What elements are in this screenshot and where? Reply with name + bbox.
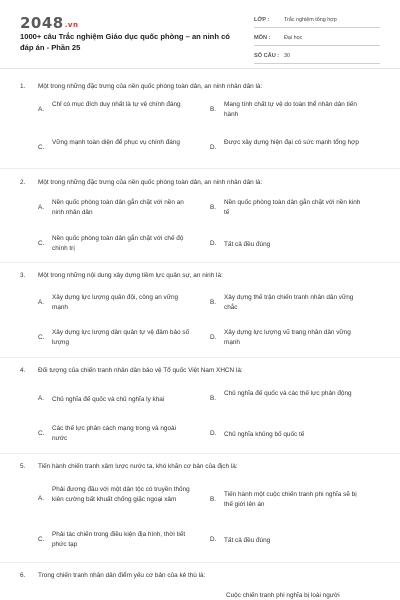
option-letter: C. xyxy=(38,144,45,151)
meta-value: Đại học xyxy=(284,35,303,41)
site-logo[interactable] xyxy=(20,14,78,32)
question-text xyxy=(20,462,384,471)
option-text: Nền quốc phòng toàn dân gắn chặt với nền kinh tế xyxy=(224,199,361,216)
option-text: Nền quốc phòng toàn dân gắn chặt với chế độ chính trị xyxy=(52,235,184,252)
question-3 xyxy=(20,271,384,280)
question-number: 1. xyxy=(20,83,26,90)
option-text: Cuộc chiến tranh phi nghĩa bị loài người xyxy=(226,592,340,599)
option-text: Tất cả đều đúng xyxy=(224,537,271,544)
question-stem: Trong chiến tranh nhân dân điểm yếu cơ bản của kẻ thù là: xyxy=(38,572,206,579)
option-text: Chủ nghĩa khủng bố quốc tế xyxy=(224,431,305,438)
question-stem: Một trong những đặc trưng của nền quốc phòng toàn dân, an ninh nhân dân là: xyxy=(38,83,263,90)
logo-suffix: .vn xyxy=(64,21,79,29)
option-letter: A. xyxy=(38,299,45,306)
option-letter: D. xyxy=(210,536,217,543)
option-text: Xây dựng thế trận chiến tranh nhân dân vững chắc xyxy=(224,294,354,311)
option-letter: A. xyxy=(38,495,45,502)
option-text: Chủ nghĩa đế quốc và chủ nghĩa ly khai xyxy=(52,396,165,403)
meta-row-subject xyxy=(254,32,380,46)
question-1 xyxy=(20,82,384,91)
logo-text: 2048 xyxy=(20,14,64,32)
option-text: Vững mạnh toàn diện để phục vụ chính đáng xyxy=(52,139,180,146)
question-4 xyxy=(20,366,384,375)
option-text: Phải đương đầu với một dân tộc có truyền thống kiên cường bất khuất chống giặc ngoại xâm xyxy=(52,486,190,503)
option-letter: A. xyxy=(38,395,45,402)
question-number: 5. xyxy=(20,463,26,470)
option-text: Nền quốc phòng toàn dân gắn chặt với nền an ninh nhân dân xyxy=(52,199,184,216)
meta-label: SỐ CÂU : xyxy=(254,53,280,59)
meta-label: MÔN : xyxy=(254,35,271,41)
question-divider xyxy=(0,357,400,358)
option-letter: C. xyxy=(38,240,45,247)
question-text xyxy=(20,82,384,91)
question-divider xyxy=(0,262,400,263)
option-text: Chỉ có mục đích duy nhất là tự vệ chính đáng xyxy=(52,101,181,108)
option-letter: D. xyxy=(210,334,217,341)
option-text: Các thế lực phân cách mạng trong và ngoài nước xyxy=(52,425,176,442)
option-text: Xây dựng lực lượng quân đội, công an vững mạnh xyxy=(52,294,179,311)
option-text: Phải tác chiến trong điều kiện địa hình, thời tiết phức tạp xyxy=(52,531,186,548)
question-number: 4. xyxy=(20,367,26,374)
option-letter: B. xyxy=(210,496,217,503)
question-number: 2. xyxy=(20,179,26,186)
question-stem: Một trong những nội dung xây dựng tiềm lực quân sự, an ninh là: xyxy=(38,272,223,279)
question-divider xyxy=(0,453,400,454)
question-number: 6. xyxy=(20,572,26,579)
question-6 xyxy=(20,571,384,580)
option-letter: D. xyxy=(210,240,217,247)
option-letter: A. xyxy=(38,204,45,211)
meta-info xyxy=(254,14,380,68)
question-2 xyxy=(20,178,384,187)
option-letter: D. xyxy=(210,144,217,151)
question-stem: Tiến hành chiến tranh xâm lược nước ta, khó khăn cơ bản của địch là: xyxy=(38,463,238,470)
page-header xyxy=(0,0,400,62)
header-divider xyxy=(0,68,400,69)
option-text: Tất cả đều đúng xyxy=(224,241,271,248)
option-text: Xây dựng lực lượng dân quân tự vệ đảm bảo số lượng xyxy=(52,329,190,346)
option-letter: B. xyxy=(210,299,217,306)
option-letter: C. xyxy=(38,430,45,437)
question-stem: Một trong những đặc trưng của nền quốc phòng toàn dân, an ninh nhân dân là: xyxy=(38,179,263,186)
page-title: 1000+ câu Trắc nghiệm Giáo dục quốc phòng – an ninh có đáp án - Phần 25 xyxy=(20,32,230,52)
question-divider xyxy=(0,168,400,169)
option-letter: C. xyxy=(38,536,45,543)
meta-row-count xyxy=(254,50,380,64)
option-letter: C. xyxy=(38,334,45,341)
option-letter: B. xyxy=(210,204,217,211)
option-letter: A. xyxy=(38,106,45,113)
question-text xyxy=(20,178,384,187)
question-text xyxy=(20,571,384,580)
option-letter: B. xyxy=(210,106,217,113)
meta-label: LỚP : xyxy=(254,17,270,23)
option-text: Chủ nghĩa đế quốc và các thế lực phản động xyxy=(224,390,352,397)
option-text: Tiến hành một cuộc chiến tranh phi nghĩa sẽ bị thế giới lên án xyxy=(224,491,357,508)
question-divider xyxy=(0,562,400,563)
question-number: 3. xyxy=(20,272,26,279)
meta-row-class xyxy=(254,14,380,28)
meta-value: Trắc nghiệm tổng hợp xyxy=(284,17,337,23)
question-stem: Đối tượng của chiến tranh nhân dân bảo vệ Tổ quốc Việt Nam XHCN là: xyxy=(38,367,243,374)
question-text xyxy=(20,271,384,280)
option-text: Được xây dựng hiện đại có sức mạnh tổng hợp xyxy=(224,139,359,146)
question-5 xyxy=(20,462,384,471)
option-text: Mang tính chất tự vệ do toàn thể nhân dân tiến hành xyxy=(224,101,357,118)
question-text xyxy=(20,366,384,375)
option-letter: D. xyxy=(210,430,217,437)
option-text: Xây dựng lực lượng vũ trang nhân dân vững mạnh xyxy=(224,329,351,346)
meta-value: 30 xyxy=(284,53,290,59)
option-letter: B. xyxy=(210,395,217,402)
